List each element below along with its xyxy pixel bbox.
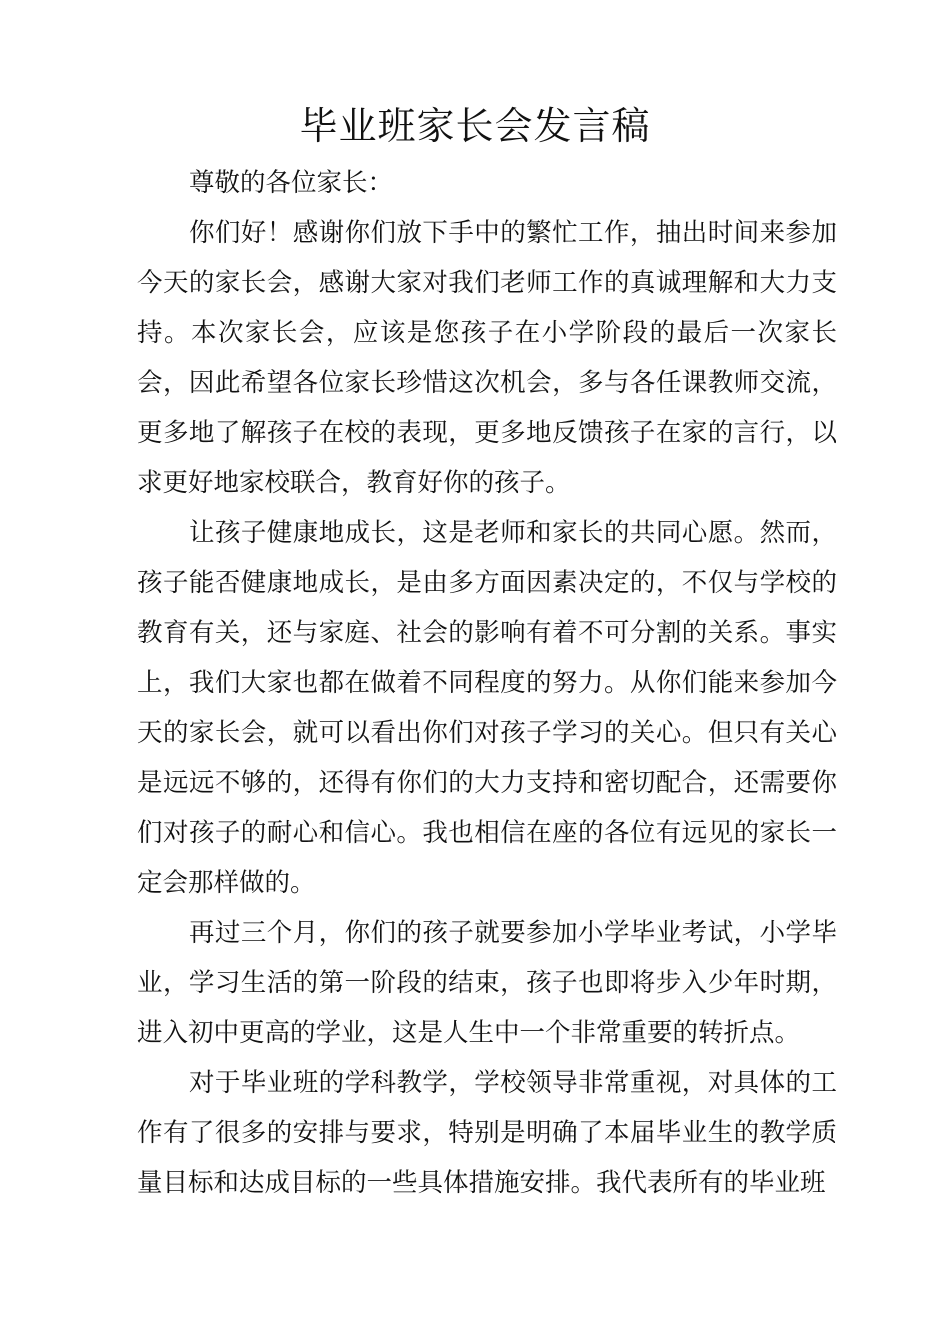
paragraph-3: 再过三个月，你们的孩子就要参加小学毕业考试，小学毕业，学习生活的第一阶段的结束，孩子也即将步入少年时期，进入初中更高的学业，这是人生中一个非常重要的转折点。 bbox=[137, 918, 837, 1048]
paragraph-4: 对于毕业班的学科教学，学校领导非常重视，对具体的工作有了很多的安排与要求，特别是明确了本届毕业生的教学质量目标和达成目标的一些具体措施安排。我代表所有的毕业班 bbox=[137, 1068, 837, 1198]
paragraph-2: 让孩子健康地成长，这是老师和家长的共同心愿。然而，孩子能否健康地成长，是由多方面因素决定的，不仅与学校的教育有关，还与家庭、社会的影响有着不可分割的关系。事实上，我们大家也都在做着不同程度的努力。从你们能来参加今天的家长会，就可以看出你们对孩子学习的关心。但只有关心是远远不够的，还得有你们的大力支持和密切配合，还需要你们对孩子的耐心和信心。我也相信在座的各位有远见的家长一定会那样做的。 bbox=[137, 518, 837, 898]
salutation: 尊敬的各位家长： bbox=[189, 168, 394, 198]
document-title: 毕业班家长会发言稿 bbox=[299, 104, 651, 148]
paragraph-1: 你们好！感谢你们放下手中的繁忙工作，抽出时间来参加今天的家长会，感谢大家对我们老师工作的真诚理解和大力支持。本次家长会，应该是您孩子在小学阶段的最后一次家长会，因此希望各位家长珍惜这次机会，多与各任课教师交流，更多地了解孩子在校的表现，更多地反馈孩子在家的言行，以求更好地家校联合，教育好你的孩子。 bbox=[137, 218, 837, 498]
document-body bbox=[137, 158, 837, 1208]
